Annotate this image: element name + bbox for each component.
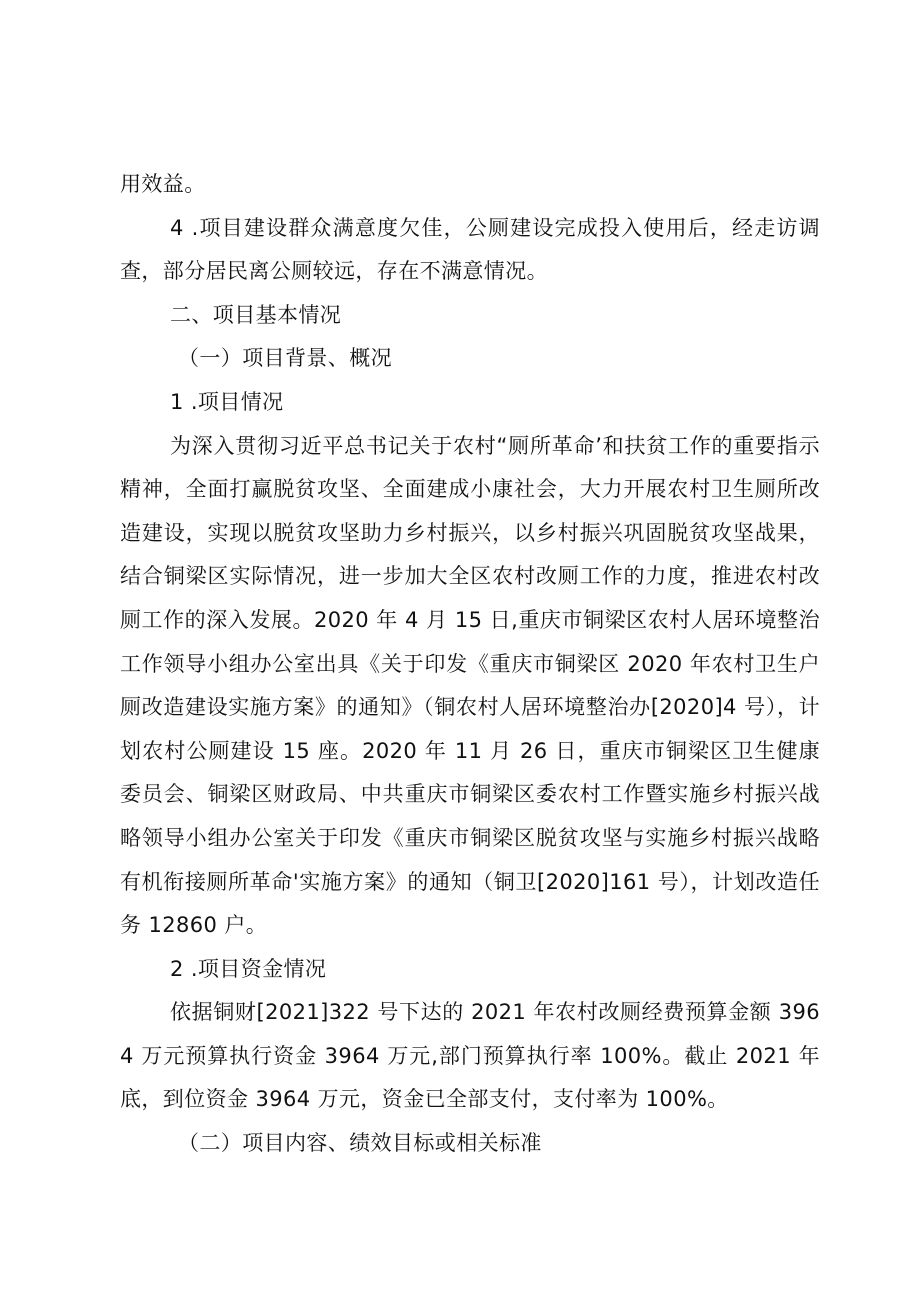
paragraph-item-4-satisfaction: 4 .项目建设群众满意度欠佳，公厕建设完成投入使用后，经走访调查，部分居民离公厕较远，存在不满意情况。 [120,215,820,284]
item-heading-1: 1 .项目情况 [170,389,284,414]
item-heading-2: 2 .项目资金情况 [170,956,327,981]
paragraph-project-situation: 为深入贯彻习近平总书记关于农村“厕所革命’和扶贫工作的重要指示精神，全面打赢脱贫攻坚、全面建成小康社会，大力开展农村卫生厕所改造建设，实现以脱贫攻坚助力乡村振兴，以乡村振兴巩固脱贫攻坚战果，结合铜梁区实际情况，进一步加大全区农村改厕工作的力度，推进农村改厕工作的深入发展。2020 年 4 月 15 日,重庆市铜梁区农村人居环境整治工作领导小组办公室出具《关于印发《重庆市铜梁区 2020 年农村卫生户厕改造建设实施方案》的通知》（铜农村人居环境整治办[2020]4 号），计划农村公厕建设 15 座。2020 年 11 月 26 日，重庆市铜梁区卫生健康委员会、铜梁区财政局、中共重庆市铜梁区委农村工作暨实施乡村振兴战略领导小组办公室关于印发《重庆市铜梁区脱贫攻坚与实施乡村振兴战略有机衔接厕所革命'实施方案》的通知（铜卫[2020]161 号），计划改造任务 12860 户。 [120,433,820,938]
paragraph-continuation: 用效益。 [120,172,206,196]
subsection-heading-1: （一）项目背景、概况 [178,346,392,371]
subsection-heading-2: （二）项目内容、绩效目标或相关标准 [178,1131,542,1156]
section-heading-2: 二、项目基本情况 [170,302,342,327]
paragraph-funding-situation: 依据铜财[2021]322 号下达的 2021 年农村改厕经费预算金额 3964 万元预算执行资金 3964 万元,部门预算执行率 100%。截止 2021 年底，到位资金 3964 万元，资金已全部支付，支付率为 100%。 [120,1000,820,1112]
document-body [120,163,820,1166]
